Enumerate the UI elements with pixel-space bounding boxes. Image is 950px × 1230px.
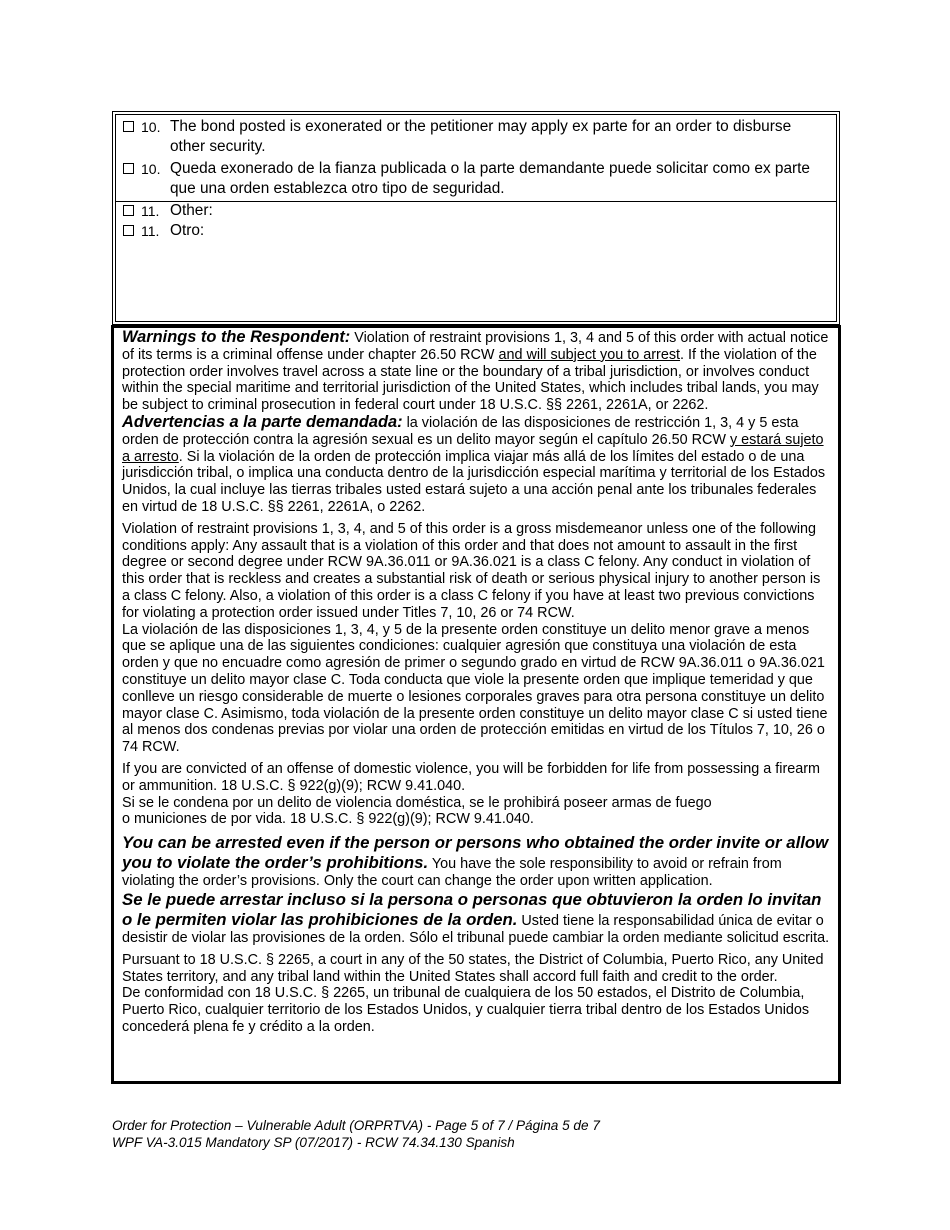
violation-paragraph-english: Violation of restraint provisions 1, 3, 4, and 5 of this order is a gross misdemeanor unless one of the following conditions apply: Any assault that is a violation of this order and that does not amount to assault in the first degree or second degree under RCW 9A.36.011 or 9A.36.021 is a class C felony. Any conduct in violation of this order that is reckless and creates a substantial risk of death or serious physical injury to another person is a class C felony. Also, a violation of this order is a class C felony if you have at least two previous convictions for violating a protection order issued under Titles 7, 10, 26 or 74 RCW. [122,520,821,621]
violation-paragraph-spanish: La violación de las disposiciones 1, 3, 4, y 5 de la presente orden constituye un delito menor grave a menos que se aplique una de las siguientes condiciones: cualquier agresión que constituya una violación de esta orden y que no encuadre como agresión de primer o segundo grado en virtud de RCW 9A.36.011 o 9A.36.021 constituye un delito mayor clase C. Toda conducta que viole la presente orden que implique temeridad y que conlleve un riesgo considerable de muerte o lesiones corporales graves para otra persona constituye un delito mayor clase C. Asimismo, toda violación de la presente orden constituye un delito mayor clase C si usted tiene al menos dos condenas previas por violar una orden de protección emitidas en virtud de los Títulos 7, 10, 26 o 74 RCW. [122,621,828,756]
full-faith-paragraph-spanish: De conformidad con 18 U.S.C. § 2265, un tribunal de cualquiera de los 50 estados, el Distrito de Columbia, Puerto Rico, cualquier territorio de los Estados Unidos, y cualquier tierra tribal dentro de los Estados Unidos concederá plena fe y crédito a la orden. [122,985,810,1035]
warning-text: . If the violation of the protection order involves travel across a state line or the boundary of a tribal jurisdiction, or involves conduct within the special maritime and territorial jurisdiction of the United States, which includes tribal lands, you may be subject to criminal prosecution in federal court under 18 U.S.C. §§ 2261, 2261A, or 2262. [122,346,819,414]
item-10-section [115,114,837,202]
item-11-english-checkbox[interactable] [123,205,134,216]
arrest-paragraph-english [122,833,830,890]
footer-form-code: WPF VA-3.015 Mandatory SP (07/2017) - RCW 74.34.130 Spanish [112,1134,515,1150]
arrest-paragraph-spanish [122,890,830,947]
warning-respondent-english [122,329,830,414]
item-10-spanish-checkbox[interactable] [123,163,134,174]
order-items-box [112,111,840,325]
item-number: 10. [141,161,161,177]
item-text: Otro: [170,222,205,239]
firearm-line: o municiones de por vida. 18 U.S.C. § 922(g)(9); RCW 9.41.040. [122,811,534,828]
item-10-english-checkbox[interactable] [123,121,134,132]
warnings-box [111,325,841,1084]
item-number: 10. [141,119,161,135]
firearm-paragraph-spanish [122,795,830,829]
footer-form-title: Order for Protection – Vulnerable Adult (ORPRTVA) - Page 5 of 7 / Página 5 de 7 [112,1118,600,1133]
arrest-text: You have the sole responsibility to avoid or refrain from violating the order’s provisions. Only the court can change the order upon written application. [122,856,782,890]
warning-text: la violación de las disposiciones de restricción 1, 3, 4 y 5 esta orden de protección contra la agresión sexual es un delito mayor según el capítulo 26.50 RCW [122,414,799,448]
warning-heading: Warnings to the Respondent: [122,328,351,346]
item-10-spanish [123,159,827,199]
item-11-english [123,201,827,221]
item-11-section [115,201,837,322]
warning-text: . Si la violación de la orden de protección implica viajar más allá de los límites del estado o de una jurisdicción tribal, o implica una conducta dentro de la jurisdicción especial marítima y territorial de los Estados Unidos, la cual incluye las tierras tribales usted estará sujeto a una acción penal ante los tribunales federales en virtud de 18 U.S.C. §§ 2261, 2261A, o 2262. [122,448,826,515]
arrest-heading: You can be arrested even if the person or persons who obtained the order invite or allow you to violate the order’s prohibitions. [122,833,829,873]
item-11-spanish [123,221,827,241]
full-faith-paragraph-english: Pursuant to 18 U.S.C. § 2265, a court in any of the 50 states, the District of Columbia, Puerto Rico, any United States territory, and any tribal land within the United States shall accord full faith and credit to the order. [122,951,824,985]
warning-underlined: y estará sujeto a arresto [122,431,824,465]
firearm-line: Si se le condena por un delito de violencia doméstica, se le prohibirá poseer armas de fuego [122,794,712,811]
warning-underlined: and will subject you to arrest [498,346,681,363]
arrest-text: Usted tiene la responsabilidad única de evitar o desistir de violar las provisiones de la orden. Sólo el tribunal puede cambiar la orden mediante solicitud escrita. [122,912,830,946]
item-text: Queda exonerado de la fianza publicada o la parte demandante puede solicitar como ex parte que una orden establezca otro tipo de seguridad. [170,160,810,197]
page-footer [112,1118,600,1151]
warning-respondent-spanish [122,414,830,516]
item-number: 11. [141,223,160,239]
warning-text: Violation of restraint provisions 1, 3, 4 and 5 of this order with actual notice of its terms is a criminal offense under chapter 26.50 RCW [122,330,829,363]
firearm-paragraph-english: If you are convicted of an offense of domestic violence, you will be forbidden for life from possessing a firearm or ammunition. 18 U.S.C. § 922(g)(9); RCW 9.41.040. [122,760,821,794]
item-11-spanish-checkbox[interactable] [123,225,134,236]
warning-heading: Advertencias a la parte demandada: [122,412,403,431]
item-text: The bond posted is exonerated or the petitioner may apply ex parte for an order to disburse other security. [170,118,792,155]
arrest-heading: Se le puede arrestar incluso si la persona o personas que obtuvieron la orden lo invitan o le permiten violar las prohibiciones de la orden. [122,889,822,929]
item-number: 11. [141,203,160,219]
item-10-english [123,117,827,157]
item-text: Other: [170,202,213,219]
